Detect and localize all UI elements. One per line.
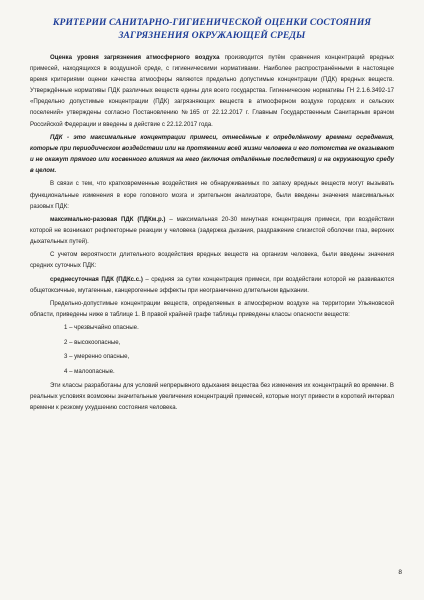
paragraph-hazard-classes-note: Эти классы разработаны для условий непрерывного вдыхания вещества без изменения их концентраций во времени. В реальных условиях возможны значительные увеличения концентраций примесей, которые могут привести в короткий интервал времени к резкому ухудшению состояния человека. — [30, 382, 394, 412]
paragraph-max-single-pdk — [30, 214, 394, 247]
paragraph-text: производится путём сравнения концентраций вредных примесей, находящихся в воздушной среде, с гигиеническими нормативами. Наиболее распространёнными в настоящее время критериями оценки качества атмосферы являются предельно допустимые концентрации (ПДК) вредных веществ. Утверждённые нормативы ПДК различных веществ едины для всего государства. Гигиенические нормативы ГН 2.1.6.3492-17 «Предельно допустимые концентрации (ПДК) загрязняющих веществ в атмосферном воздухе городских и сельских поселений» утверждены согласно Постановлению №165 от 22.12.2017 г. Главным Государственным Санитарным врачом Российской Федерации и введены в действие с 22.12.2017 года. — [30, 54, 394, 128]
paragraph-air-quality-assessment — [30, 52, 394, 130]
term-daily-pdk: среднесуточная ПДК (ПДКс.с.) — [50, 275, 143, 283]
bold-lead-assessment: Оценка уровня загрязнения атмосферного воздуха — [50, 54, 220, 61]
hazard-class-list — [30, 322, 394, 376]
list-item: 3 – умеренно опасные, — [64, 353, 130, 361]
paragraph-text: – средняя за сутки концентрация примеси, при воздействии которой не развиваются общетоксичные, мутагенные, канцерогенные эффекты при неограниченно длительном вдыхании. — [30, 275, 394, 294]
page-number: 8 — [398, 569, 402, 576]
paragraph-text: – максимальная 20-30 минутная концентрация примеси, при воздействии которой не возникают рефлекторные реакции у человека (задержка дыхания, раздражение слизистой оболочки глаз, верхних дыхательных путей). — [30, 215, 395, 246]
paragraph-long-term-exposure: С учетом вероятности длительного воздействия вредных веществ на организм человека, были введены значения средних суточных ПДК: — [30, 251, 394, 270]
paragraph-daily-pdk — [30, 274, 394, 296]
list-item: 1 – чрезвычайно опасные. — [64, 324, 139, 332]
page-title: КРИТЕРИИ САНИТАРНО-ГИГИЕНИЧЕСКОЙ ОЦЕНКИ СОСТОЯНИЯ ЗАГРЯЗНЕНИЯ ОКРУЖАЮЩЕЙ СРЕДЫ — [52, 17, 372, 41]
paragraph-short-term-exposure: В связи с тем, что кратковременные воздействия не обнаруживаемых по запаху вредных веществ могут вызывать функциональные изменения в коре головного мозга и зрительном анализаторе, были введены значения максимальных разовых ПДК: — [30, 180, 394, 210]
paragraph-region-table-intro: Предельно-допустимые концентрации веществ, определяемых в атмосферном воздухе на территории Ульяновской области, приведены ниже в таблице 1. В правой крайней графе таблицы приведены классы опасности веществ: — [30, 300, 394, 319]
pdk-definition: ПДК - это максимальные концентрации примеси, отнесённые к определённому времени осреднения, которые при периодическом воздействии или на протяжении всей жизни человека и его потомства не оказывают и не окажут прямого или косвенного влияния на него (включая отдалённые последствия) и на окружающую среду в целом. — [30, 133, 394, 175]
list-item: 2 – высокоопасные, — [64, 338, 121, 346]
document-body — [30, 52, 394, 416]
list-item: 4 – малоопасные. — [64, 367, 115, 375]
term-max-single-pdk: максимально-разовая ПДК (ПДКм.р.) — [50, 215, 166, 223]
